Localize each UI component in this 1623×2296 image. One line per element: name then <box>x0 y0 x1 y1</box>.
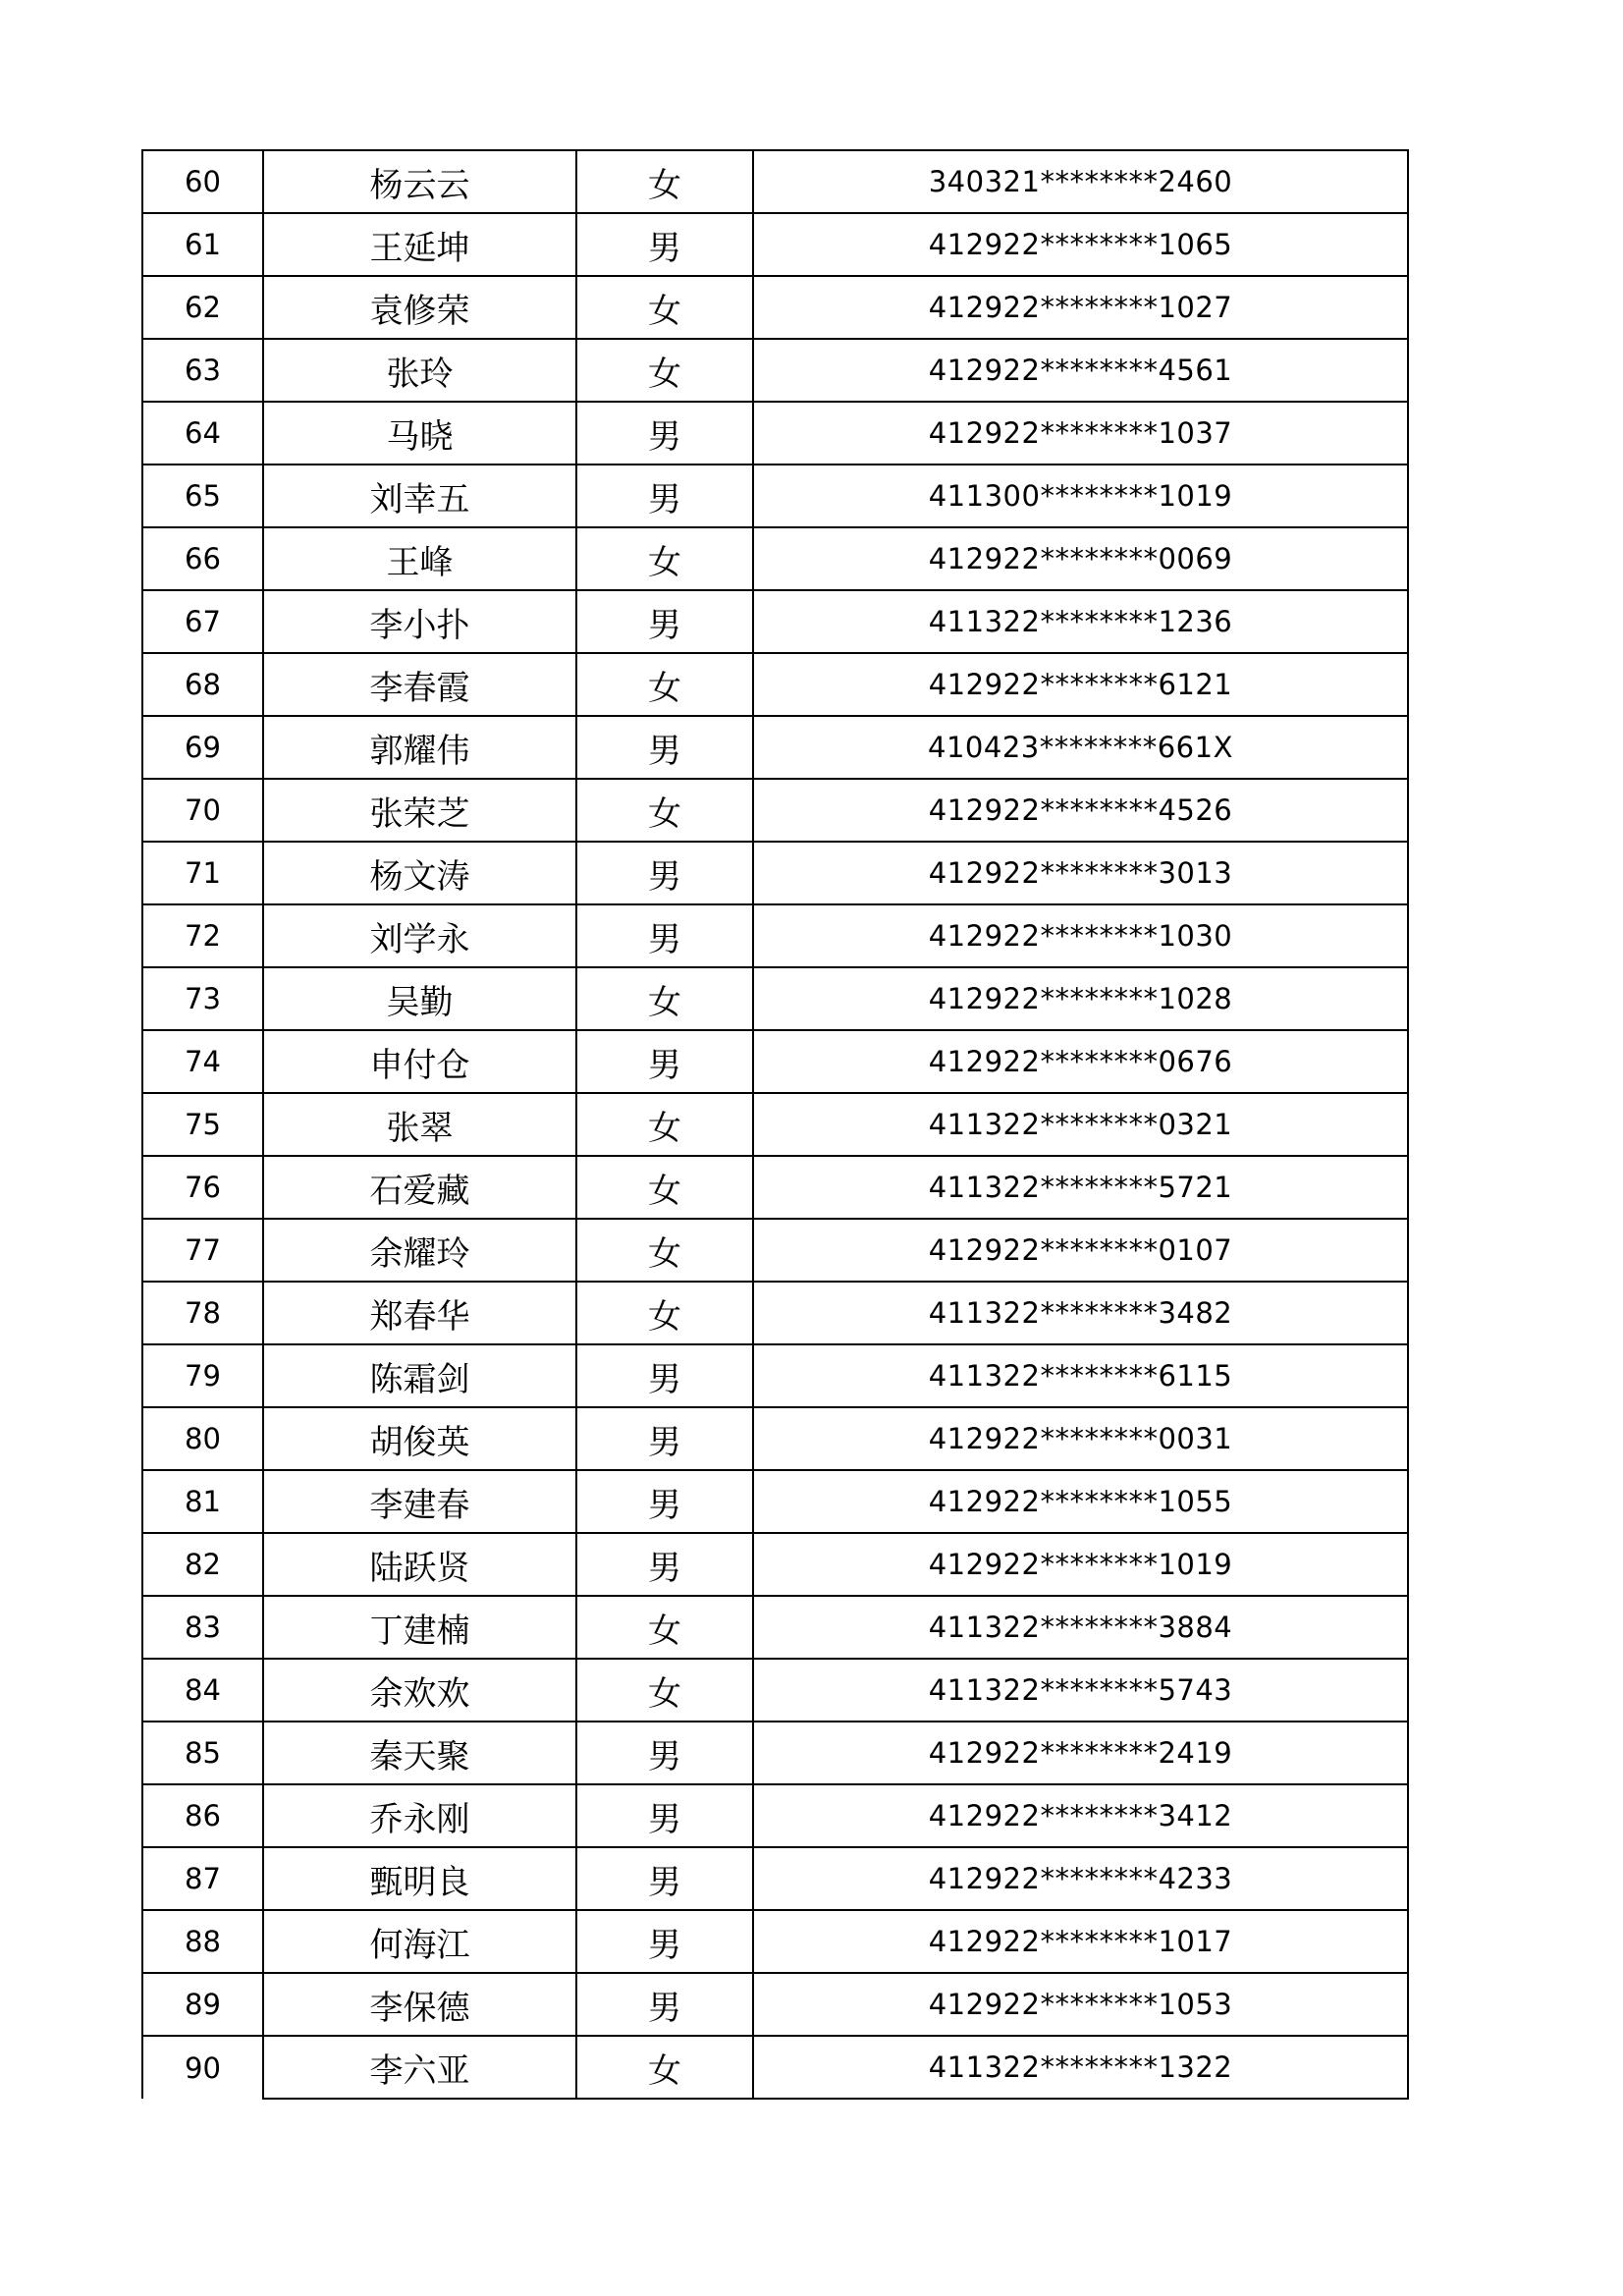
person-name: 余欢欢 <box>263 1659 576 1722</box>
table-row <box>142 465 1408 527</box>
person-gender: 女 <box>576 1659 753 1722</box>
person-name: 杨云云 <box>263 150 576 213</box>
person-name: 刘幸五 <box>263 465 576 527</box>
person-gender: 女 <box>576 276 753 339</box>
row-number: 79 <box>142 1344 263 1407</box>
person-name: 甄明良 <box>263 1847 576 1910</box>
person-gender: 女 <box>576 339 753 402</box>
person-id-number: 412922********1028 <box>753 967 1408 1030</box>
person-name: 陈霜剑 <box>263 1344 576 1407</box>
person-name: 王峰 <box>263 527 576 590</box>
person-id-number: 411322********5743 <box>753 1659 1408 1722</box>
person-id-number: 340321********2460 <box>753 150 1408 213</box>
person-id-number: 412922********0107 <box>753 1219 1408 1282</box>
person-id-number: 411322********5721 <box>753 1156 1408 1219</box>
table-row <box>142 1784 1408 1847</box>
table-row <box>142 276 1408 339</box>
table-row <box>142 213 1408 276</box>
table-row <box>142 1344 1408 1407</box>
row-number: 65 <box>142 465 263 527</box>
person-gender: 男 <box>576 402 753 465</box>
table-row <box>142 1470 1408 1533</box>
person-id-number: 412922********1055 <box>753 1470 1408 1533</box>
person-gender: 女 <box>576 1596 753 1659</box>
row-number: 60 <box>142 150 263 213</box>
row-number: 62 <box>142 276 263 339</box>
person-id-number: 411322********1236 <box>753 590 1408 653</box>
person-id-number: 411322********3884 <box>753 1596 1408 1659</box>
person-id-number: 412922********1019 <box>753 1533 1408 1596</box>
table-row <box>142 1407 1408 1470</box>
table-row <box>142 402 1408 465</box>
person-name: 李建春 <box>263 1470 576 1533</box>
person-name: 李春霞 <box>263 653 576 716</box>
person-name: 石爱藏 <box>263 1156 576 1219</box>
row-number: 82 <box>142 1533 263 1596</box>
person-name: 张翠 <box>263 1093 576 1156</box>
person-gender: 男 <box>576 1973 753 2036</box>
person-gender: 女 <box>576 1093 753 1156</box>
person-id-number: 412922********1017 <box>753 1910 1408 1973</box>
person-gender: 女 <box>576 1219 753 1282</box>
row-number: 68 <box>142 653 263 716</box>
table-row <box>142 1156 1408 1219</box>
row-number: 72 <box>142 904 263 967</box>
row-number: 75 <box>142 1093 263 1156</box>
row-number: 86 <box>142 1784 263 1847</box>
person-gender: 男 <box>576 716 753 779</box>
person-gender: 女 <box>576 2036 753 2099</box>
person-name: 袁修荣 <box>263 276 576 339</box>
table-row <box>142 967 1408 1030</box>
person-name: 吴勤 <box>263 967 576 1030</box>
table-row <box>142 1219 1408 1282</box>
person-name: 郭耀伟 <box>263 716 576 779</box>
row-number: 70 <box>142 779 263 842</box>
person-id-number: 412922********1037 <box>753 402 1408 465</box>
person-id-number: 411322********6115 <box>753 1344 1408 1407</box>
person-gender: 男 <box>576 1407 753 1470</box>
row-number: 89 <box>142 1973 263 2036</box>
person-gender: 女 <box>576 150 753 213</box>
row-number: 88 <box>142 1910 263 1973</box>
table-row <box>142 1533 1408 1596</box>
person-id-number: 412922********0031 <box>753 1407 1408 1470</box>
person-gender: 男 <box>576 1344 753 1407</box>
row-number: 83 <box>142 1596 263 1659</box>
person-gender: 男 <box>576 1910 753 1973</box>
row-number: 71 <box>142 842 263 904</box>
person-id-number: 411322********3482 <box>753 1282 1408 1344</box>
person-name: 申付仓 <box>263 1030 576 1093</box>
person-gender: 男 <box>576 842 753 904</box>
table-row <box>142 716 1408 779</box>
person-id-number: 412922********3013 <box>753 842 1408 904</box>
person-gender: 男 <box>576 1784 753 1847</box>
table-row <box>142 339 1408 402</box>
person-gender: 男 <box>576 1533 753 1596</box>
person-gender: 男 <box>576 590 753 653</box>
table-row <box>142 842 1408 904</box>
row-number: 69 <box>142 716 263 779</box>
row-number: 80 <box>142 1407 263 1470</box>
roster-table <box>141 149 1409 2100</box>
person-id-number: 412922********1027 <box>753 276 1408 339</box>
person-name: 李小扑 <box>263 590 576 653</box>
table-row <box>142 1722 1408 1784</box>
table-row <box>142 653 1408 716</box>
person-id-number: 412922********4233 <box>753 1847 1408 1910</box>
person-gender: 女 <box>576 653 753 716</box>
table-row <box>142 1030 1408 1093</box>
person-name: 李六亚 <box>263 2036 576 2099</box>
person-name: 余耀玲 <box>263 1219 576 1282</box>
row-number: 87 <box>142 1847 263 1910</box>
person-id-number: 412922********0069 <box>753 527 1408 590</box>
person-name: 张荣芝 <box>263 779 576 842</box>
person-name: 刘学永 <box>263 904 576 967</box>
table-row <box>142 1910 1408 1973</box>
table-row <box>142 779 1408 842</box>
person-name: 陆跃贤 <box>263 1533 576 1596</box>
person-id-number: 411322********0321 <box>753 1093 1408 1156</box>
row-number: 64 <box>142 402 263 465</box>
person-name: 丁建楠 <box>263 1596 576 1659</box>
row-number: 78 <box>142 1282 263 1344</box>
row-number: 63 <box>142 339 263 402</box>
person-name: 郑春华 <box>263 1282 576 1344</box>
person-id-number: 412922********2419 <box>753 1722 1408 1784</box>
person-id-number: 412922********4526 <box>753 779 1408 842</box>
person-id-number: 412922********0676 <box>753 1030 1408 1093</box>
table-row <box>142 1847 1408 1910</box>
person-id-number: 410423********661X <box>753 716 1408 779</box>
person-id-number: 412922********1053 <box>753 1973 1408 2036</box>
person-gender: 男 <box>576 1847 753 1910</box>
row-number: 66 <box>142 527 263 590</box>
table-row <box>142 1973 1408 2036</box>
person-gender: 女 <box>576 779 753 842</box>
row-number: 90 <box>142 2036 263 2099</box>
roster-table-body <box>142 150 1408 2099</box>
person-name: 胡俊英 <box>263 1407 576 1470</box>
row-number: 85 <box>142 1722 263 1784</box>
person-name: 杨文涛 <box>263 842 576 904</box>
table-row <box>142 904 1408 967</box>
table-row <box>142 590 1408 653</box>
person-id-number: 411300********1019 <box>753 465 1408 527</box>
person-id-number: 412922********1030 <box>753 904 1408 967</box>
person-gender: 女 <box>576 1282 753 1344</box>
person-name: 秦天聚 <box>263 1722 576 1784</box>
table-row <box>142 1282 1408 1344</box>
person-gender: 男 <box>576 904 753 967</box>
person-gender: 男 <box>576 1030 753 1093</box>
table-row <box>142 2036 1408 2099</box>
person-id-number: 412922********4561 <box>753 339 1408 402</box>
person-name: 何海江 <box>263 1910 576 1973</box>
row-number: 81 <box>142 1470 263 1533</box>
person-gender: 男 <box>576 465 753 527</box>
table-row <box>142 150 1408 213</box>
table-row <box>142 1093 1408 1156</box>
table-row <box>142 527 1408 590</box>
row-number: 74 <box>142 1030 263 1093</box>
person-name: 李保德 <box>263 1973 576 2036</box>
row-number: 76 <box>142 1156 263 1219</box>
person-id-number: 411322********1322 <box>753 2036 1408 2099</box>
person-gender: 女 <box>576 967 753 1030</box>
row-number: 61 <box>142 213 263 276</box>
person-name: 张玲 <box>263 339 576 402</box>
person-gender: 男 <box>576 213 753 276</box>
person-gender: 男 <box>576 1470 753 1533</box>
row-number: 77 <box>142 1219 263 1282</box>
person-name: 王延坤 <box>263 213 576 276</box>
person-id-number: 412922********1065 <box>753 213 1408 276</box>
person-gender: 女 <box>576 1156 753 1219</box>
person-gender: 男 <box>576 1722 753 1784</box>
row-number: 67 <box>142 590 263 653</box>
person-id-number: 412922********3412 <box>753 1784 1408 1847</box>
table-row <box>142 1596 1408 1659</box>
row-number: 73 <box>142 967 263 1030</box>
person-gender: 女 <box>576 527 753 590</box>
table-row <box>142 1659 1408 1722</box>
person-id-number: 412922********6121 <box>753 653 1408 716</box>
row-number: 84 <box>142 1659 263 1722</box>
person-name: 乔永刚 <box>263 1784 576 1847</box>
person-name: 马晓 <box>263 402 576 465</box>
